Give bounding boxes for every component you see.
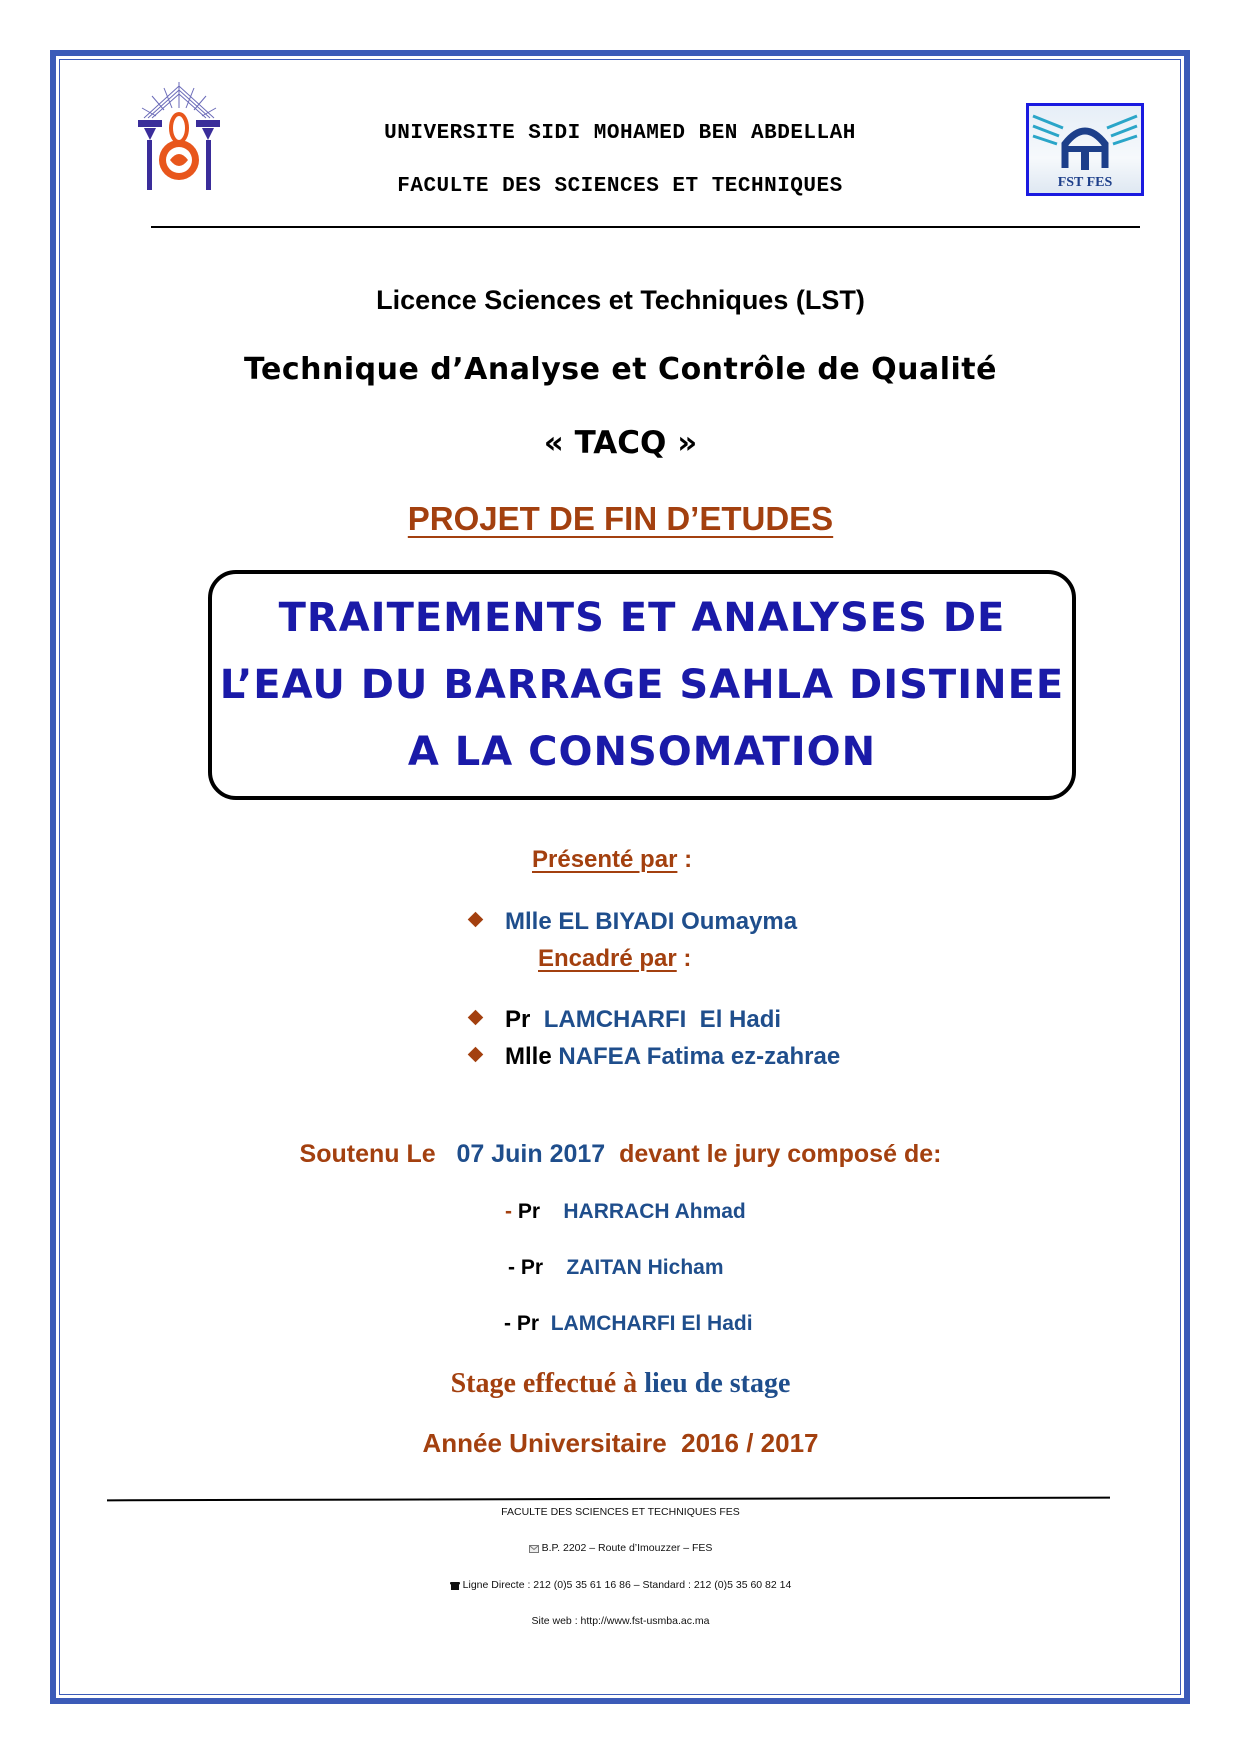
student-name: EL BIYADI Oumayma — [558, 908, 798, 935]
academic-year: Année Universitaire 2016 / 2017 — [422, 1428, 819, 1458]
specialty-name: Technique d’Analyse et Contrôle de Qualité — [244, 352, 997, 387]
header-divider — [151, 226, 1140, 228]
envelope-icon — [529, 1544, 539, 1552]
jury-member — [505, 1200, 746, 1224]
jury-title: Pr — [517, 1200, 541, 1223]
thesis-title-box — [208, 570, 1076, 800]
internship-statement — [0, 1368, 1241, 1400]
fst-fes-logo — [1026, 103, 1144, 196]
jury-member — [508, 1256, 724, 1280]
defense-statement — [0, 1140, 1241, 1169]
footer-website: Site web : http://www.fst-usmba.ac.ma — [531, 1615, 710, 1627]
supervised-by-heading — [538, 945, 691, 973]
jury-dash: - — [508, 1256, 515, 1279]
faculty-name: FACULTE DES SCIENCES ET TECHNIQUES — [397, 175, 843, 198]
document-type: PROJET DE FIN D’ETUDES — [407, 500, 834, 537]
fst-logo-text: FST FES — [1057, 175, 1113, 190]
presented-by-label: Présenté par — [532, 846, 678, 873]
supervised-by-label: Encadré par — [538, 945, 677, 972]
defense-suffix: devant le jury composé de: — [619, 1140, 942, 1168]
jury-member — [504, 1312, 753, 1336]
presented-by-heading — [532, 846, 692, 874]
diamond-bullet-icon — [468, 1010, 484, 1026]
jury-title: Pr — [516, 1312, 540, 1335]
jury-dash: - — [505, 1200, 512, 1223]
thesis-title-line-3: A LA CONSOMATION — [407, 728, 877, 775]
specialty-acronym: « TACQ » — [543, 425, 698, 461]
jury-name: ZAITAN Hicham — [566, 1256, 724, 1279]
supervisor-name: NAFEA Fatima ez-zahrae — [558, 1043, 841, 1070]
thesis-title-line-1: TRAITEMENTS ET ANALYSES DE — [278, 594, 1006, 641]
supervisor-name: LAMCHARFI El Hadi — [543, 1006, 782, 1033]
defense-date: 07 Juin 2017 — [456, 1140, 606, 1168]
university-name: UNIVERSITE SIDI MOHAMED BEN ABDELLAH — [384, 122, 856, 145]
jury-name: LAMCHARFI El Hadi — [550, 1312, 753, 1335]
footer-address-row — [0, 1542, 1241, 1554]
supervisor-title: Pr — [505, 1006, 531, 1033]
supervisor-title: Mlle — [505, 1043, 552, 1070]
footer-address: B.P. 2202 – Route d’Imouzzer – FES — [541, 1542, 713, 1554]
student-title: Mlle — [505, 908, 552, 935]
footer-institution: FACULTE DES SCIENCES ET TECHNIQUES FES — [501, 1506, 740, 1518]
supervisor-item — [470, 1043, 840, 1071]
jury-dash: - — [504, 1312, 511, 1335]
defense-prefix: Soutenu Le — [299, 1140, 436, 1168]
footer-phones: Ligne Directe : 212 (0)5 35 61 16 86 – Standard : 212 (0)5 35 60 82 14 — [462, 1579, 792, 1591]
presented-by-colon: : — [677, 846, 693, 873]
document-type-wrap — [0, 500, 1241, 538]
supervisor-item — [470, 1006, 781, 1034]
internship-prefix: Stage effectué à — [450, 1368, 638, 1399]
student-item — [470, 908, 797, 936]
jury-name: HARRACH Ahmad — [563, 1200, 746, 1223]
degree-name: Licence Sciences et Techniques (LST) — [376, 285, 865, 315]
usmba-crest-logo — [134, 78, 224, 196]
diamond-bullet-icon — [468, 1047, 484, 1063]
diamond-bullet-icon — [468, 912, 484, 928]
internship-place: lieu de stage — [644, 1368, 791, 1399]
telephone-icon — [450, 1581, 460, 1589]
supervised-by-colon: : — [676, 945, 692, 972]
footer-phone-row — [0, 1579, 1241, 1591]
thesis-title-line-2: L’EAU DU BARRAGE SAHLA DISTINEE — [219, 661, 1065, 708]
jury-title: Pr — [520, 1256, 544, 1279]
